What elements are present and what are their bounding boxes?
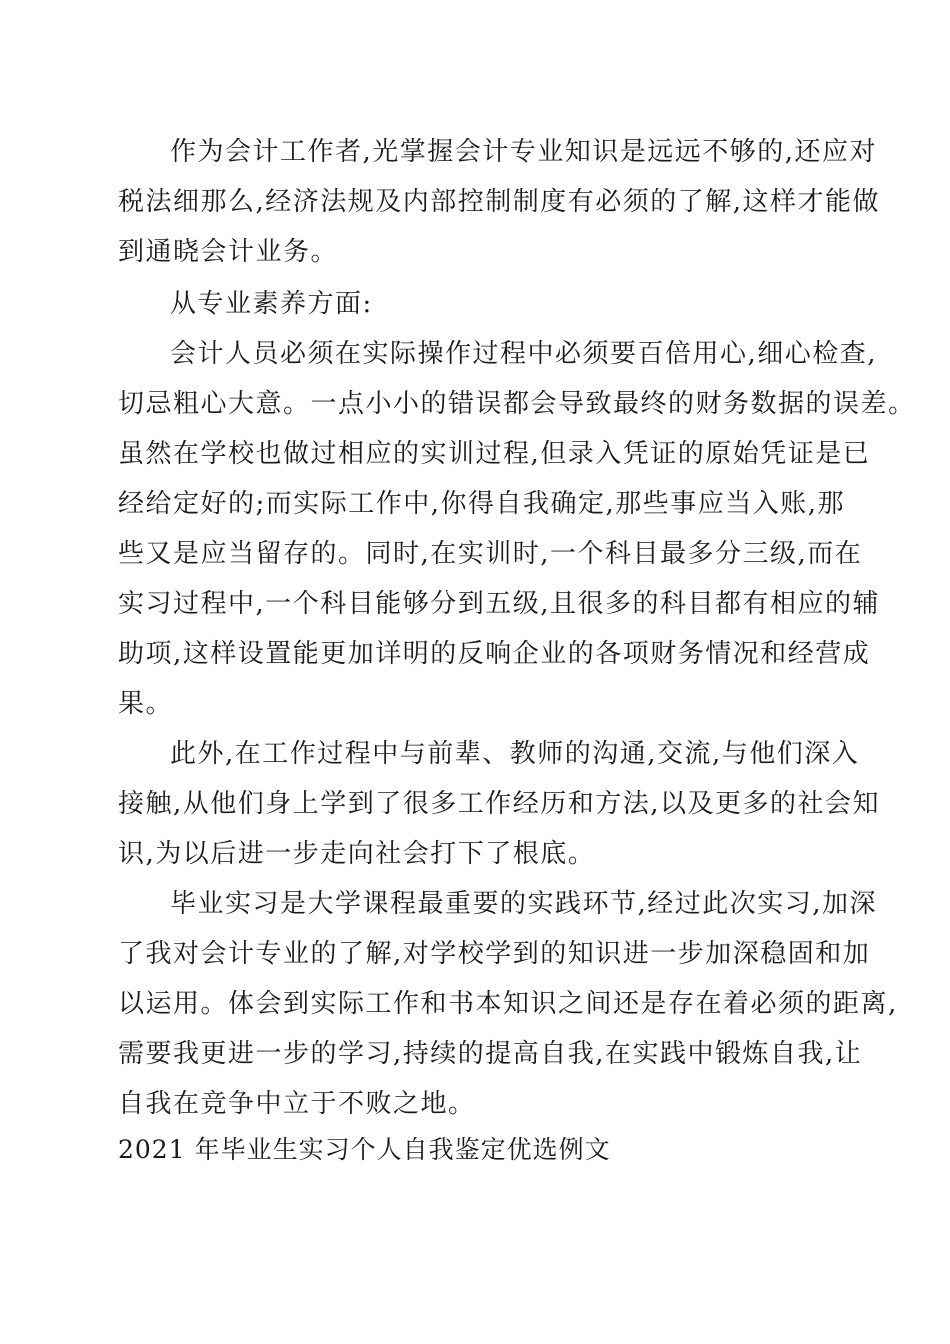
- paragraph-line: 些又是应当留存的。同时,在实训时,一个科目最多分三级,而在: [118, 539, 863, 569]
- paragraph-line: 需要我更进一步的学习,持续的提高自我,在实践中锻炼自我,让: [118, 1039, 863, 1069]
- paragraph-line: 经给定好的;而实际工作中,你得自我确定,那些事应当入账,那: [118, 489, 846, 519]
- paragraph-line: 切忌粗心大意。一点小小的错误都会导致最终的财务数据的误差。: [118, 389, 916, 419]
- paragraph-line: 以运用。体会到实际工作和书本知识之间还是存在着必须的距离,: [118, 989, 898, 1019]
- paragraph-line: 税法细那么,经济法规及内部控制制度有必须的了解,这样才能做: [118, 187, 881, 217]
- paragraph-line: 虽然在学校也做过相应的实训过程,但录入凭证的原始凭证是已: [118, 439, 871, 469]
- paragraph-line: 此外,在工作过程中与前辈、教师的沟通,交流,与他们深入: [170, 739, 860, 769]
- paragraph-line: 会计人员必须在实际操作过程中必须要百倍用心,细心检查,: [170, 339, 878, 369]
- paragraph-line: 了我对会计专业的了解,对学校学到的知识进一步加深稳固和加: [118, 939, 871, 969]
- paragraph-line: 识,为以后进一步走向社会打下了根底。: [118, 839, 596, 869]
- paragraph-line: 助项,这样设置能更加详明的反响企业的各项财务情况和经营成: [118, 639, 871, 669]
- paragraph-line: 毕业实习是大学课程最重要的实践环节,经过此次实习,加深: [170, 889, 878, 919]
- section-heading: 从专业素养方面:: [170, 289, 373, 319]
- paragraph-line: 到通晓会计业务。: [118, 237, 339, 267]
- paragraph-line: 自我在竞争中立于不败之地。: [118, 1089, 476, 1119]
- document-title: 2021 年毕业生实习个人自我鉴定优选例文: [118, 1135, 611, 1164]
- paragraph-line: 接触,从他们身上学到了很多工作经历和方法,以及更多的社会知: [118, 789, 881, 819]
- paragraph-line: 实习过程中,一个科目能够分到五级,且很多的科目都有相应的辅: [118, 589, 881, 619]
- paragraph-line: 作为会计工作者,光掌握会计专业知识是远远不够的,还应对: [170, 137, 878, 167]
- paragraph-line: 果。: [118, 689, 174, 719]
